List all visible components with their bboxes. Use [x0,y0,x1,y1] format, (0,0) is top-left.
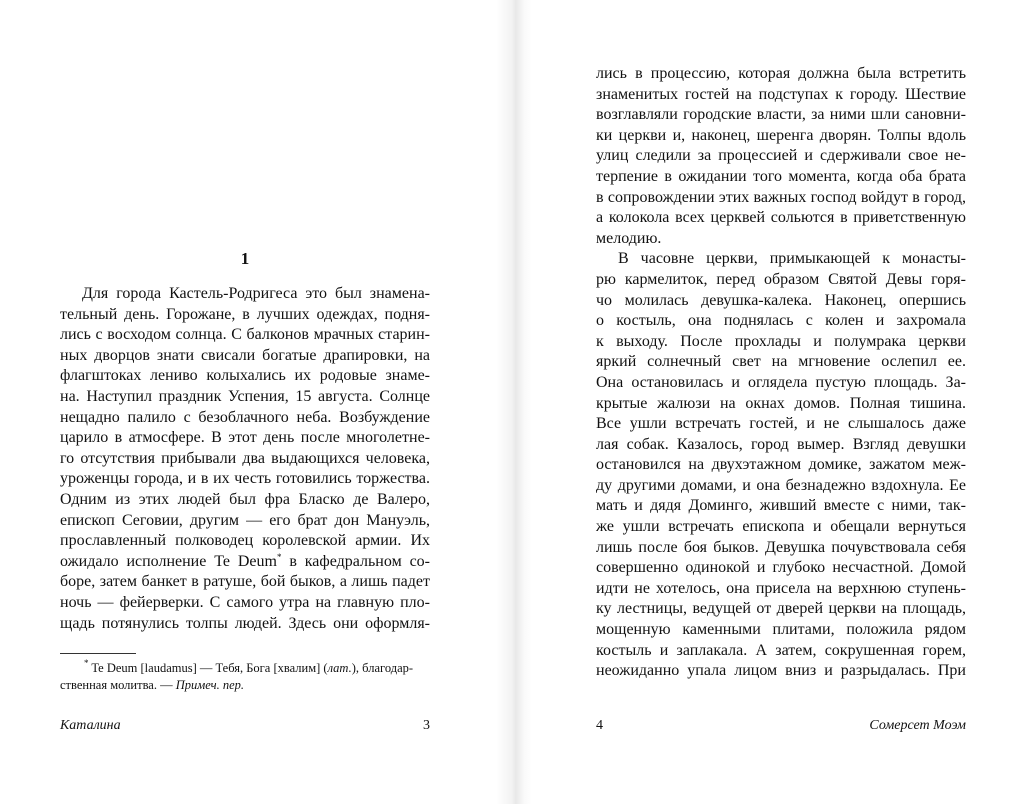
text-line: Она остановилась и оглядела пустую площадь. За- [596,373,966,391]
text-line: возглавляли городские власти, за ними шли сановни- [596,106,966,124]
footnote-text: ственная молитва. — [60,678,176,692]
text-line: в сопровождении этих важных господ войдут в город, [596,188,966,206]
footnote-lang: лат. [327,661,352,675]
page-number: 3 [423,718,430,733]
text-line: яркий солнечный свет на мгновение ослепил ее. [596,353,966,371]
text-line: же ушли встречать епископа и обещали вернуться [596,518,966,536]
text-line: лая собак. Казалось, город вымер. Взгляд девушки [596,435,966,453]
footnote-divider [60,653,136,654]
running-title: Сомерсет Моэм [869,718,966,733]
text-line: о костыль, она поднялась с колен и захромала [596,312,966,330]
text-line: нещадно палило с безоблачного неба. Возбуждение [60,408,430,426]
text-line: ки церкви и, наконец, шеренга дворян. Толпы вдоль [596,126,966,144]
text-line: ных дворцов знати свисали богатые драпировки, на [60,346,430,364]
text-line: к выходу. После прохлады и полумрака церкви [596,332,966,350]
text-line: а колокола всех церквей сольются в приветственную [596,209,966,227]
text-line: мощенную каменными плитами, положила рядом [596,621,966,639]
footnote [60,660,430,694]
text-line: флагштоках лениво колыхались их родовые знаме- [60,367,430,385]
footnote-line [60,660,430,677]
right-page [512,0,1024,804]
text-segment: в кафедральном со- [281,552,430,570]
footnote-text: Te Deum [laudamus] — Тебя, Бога [хвалим] ( [91,661,328,675]
text-line: мелодию. [596,229,662,247]
text-line: уроженцы города, и в их честь готовились торжества. [60,470,430,488]
text-line: рю кармелиток, перед образом Святой Девы горя- [596,270,966,288]
text-line: царило в атмосфере. В этот день после многолетне- [60,429,430,447]
right-page-body [596,64,966,682]
left-page-body [60,284,430,634]
page-number: 4 [596,718,603,733]
text-line: чо молилась девушка-калека. Наконец, опершись [596,291,966,309]
running-title: Каталина [60,718,121,733]
text-line: Одним из этих людей был фра Бласко де Валеро, [60,490,430,508]
footnote-text: ), благодар- [351,661,414,675]
footnote-line [60,677,430,694]
text-line: лишь после боя быков. Девушка почувствовала себя [596,538,966,556]
text-line: прославленный полководец королевской армии. Их [60,532,430,550]
footnote-reference: * [276,551,282,562]
text-line: епископ Сеговии, другим — его брат дон Мануэль, [60,511,430,529]
footnote-marker: * [84,658,89,668]
chapter-number: 1 [240,249,250,268]
text-line: ду другими домами, и она безнадежно вздохнула. Ее [596,476,966,494]
text-line: крытые жалюзи на окнах домов. Полная тишина. [596,394,966,412]
text-line: Все ушли встречать гостей, и не слышалось даже [596,415,966,433]
text-line: тельный день. Горожане, в лучших одеждах, подня- [60,305,430,323]
text-line: улиц следили за процессией и сдерживали свое не- [596,147,966,165]
text-line: неожиданно упала лицом вниз и разрыдалась. При [596,662,966,680]
text-line: В часовне церкви, примыкающей к монасты- [618,250,966,268]
text-line: остановился на двухэтажном домике, зажатом меж- [596,456,966,474]
text-line: ночь — фейерверки. С самого утра на главную пло- [60,593,430,611]
text-line: терпение в ожидании того момента, когда оба брата [596,167,966,185]
text-line: на. Наступил праздник Успения, 15 августа. Солнце [60,387,430,405]
text-line: костыль и заплакала. А затем, сокрушенная горем, [596,641,966,659]
text-line: совершенно одинокой и глубоко несчастной. Домой [596,559,966,577]
text-line: знаменитых гостей на подступах к городу. Шествие [596,85,966,103]
text-line: лись с восходом солнца. С балконов мрачных старин- [60,326,430,344]
text-line: лись в процессию, которая должна была встретить [596,65,966,82]
text-line: ку лестницы, ведущей от дверей церкви на площадь, [596,600,966,618]
text-line-with-footnote [60,552,430,573]
text-line: боре, затем банкет в ратуше, бой быков, а лишь падет [60,573,430,591]
text-line: мать и дядя Доминго, живший вместе с ними, так- [596,497,966,515]
text-segment: ожидало исполнение Te Deum [60,552,277,570]
translator-note: Примеч. пер. [175,678,245,692]
text-line: идти не хотелось, она присела на верхнюю ступень- [596,579,966,597]
text-line: го отсутствия прибывали два выдающихся человека, [60,449,430,467]
text-line: щадь потянулись толпы людей. Здесь они оформля- [60,614,430,632]
text-line: Для города Кастель-Родригеса это был знамена- [82,285,430,302]
